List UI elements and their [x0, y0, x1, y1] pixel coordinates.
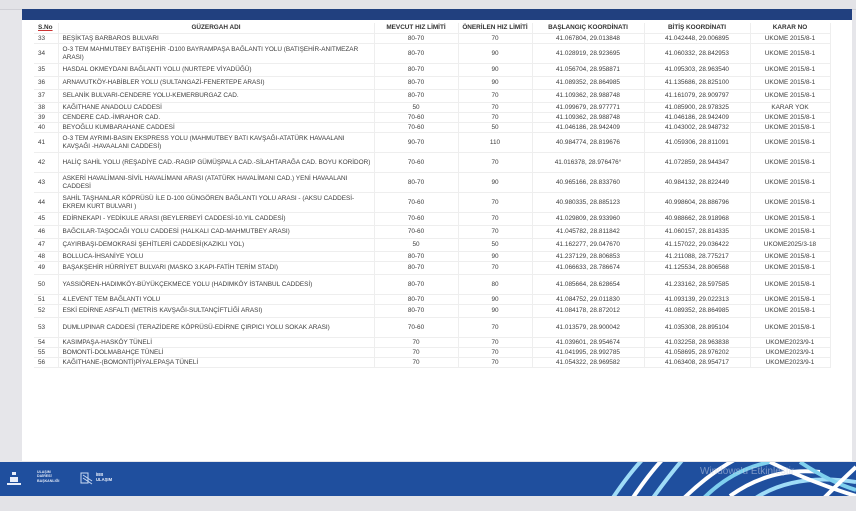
- logo2-line-2: ULAŞIM: [96, 477, 113, 482]
- route-name: HASDAL OKMEYDANI BAĞLANTI YOLU (NURTEPE VİYADÜĞÜ): [58, 64, 374, 77]
- header-band: [22, 9, 852, 20]
- route-name: BAĞCILAR-TAŞOCAĞI YOLU CADDESİ (HALKALI CAD-MAHMUTBEY ARASI): [58, 226, 374, 239]
- table-row: [34, 358, 830, 368]
- route-name: HALİÇ SAHİL YOLU (REŞADİYE CAD.-RAGIP GÜMÜŞPALA CAD.-SİLAHTARAĞA CAD. BOYU KORİDOR): [58, 153, 374, 173]
- row-number: 48: [34, 252, 58, 262]
- end-coordinate: 41.059306, 28.811091: [644, 133, 750, 153]
- current-limit: 80-70: [374, 90, 458, 103]
- proposed-limit: 90: [458, 77, 532, 90]
- route-name: DUMLUPINAR CADDESİ (TERAZİDERE KÖPRÜSÜ-EDİRNE ÇIRPICI YOLU SOKAK ARASI): [58, 318, 374, 338]
- table-row: [34, 103, 830, 113]
- proposed-limit: 70: [458, 262, 532, 275]
- table-row: [34, 153, 830, 173]
- table-row: [34, 34, 830, 44]
- proposed-limit: 90: [458, 252, 532, 262]
- decision-no: KARAR YOK: [750, 103, 830, 113]
- row-number: 36: [34, 77, 58, 90]
- table-row: [34, 239, 830, 252]
- current-limit: 70: [374, 338, 458, 348]
- table-row: [34, 113, 830, 123]
- decision-no: UKOME2025/3-18: [750, 239, 830, 252]
- current-limit: 80-70: [374, 64, 458, 77]
- ibb-emblem-icon: [6, 471, 22, 487]
- route-name: ÇAYIRBAŞI-DEMOKRASİ ŞEHİTLERİ CADDESİ(KAZIKLI YOL): [58, 239, 374, 252]
- end-coordinate: 41.161079, 28.909797: [644, 90, 750, 103]
- table-row: [34, 252, 830, 262]
- proposed-limit: 70: [458, 103, 532, 113]
- proposed-limit: 90: [458, 44, 532, 64]
- table-header-row: [34, 23, 830, 34]
- start-coordinate: 41.029809, 28.933960: [532, 213, 644, 226]
- row-number: 54: [34, 338, 58, 348]
- end-coordinate: 41.233162, 28.597585: [644, 275, 750, 295]
- end-coordinate: 41.043002, 28.948732: [644, 123, 750, 133]
- proposed-limit: 70: [458, 348, 532, 358]
- end-coordinate: 41.060157, 28.814335: [644, 226, 750, 239]
- end-coordinate: 41.211088, 28.775217: [644, 252, 750, 262]
- row-number: 52: [34, 305, 58, 318]
- decision-no: UKOME2023/9-1: [750, 338, 830, 348]
- table-row: [34, 213, 830, 226]
- activation-watermark: Windows'u Etkinleştir: [700, 466, 795, 477]
- route-name: ESKİ EDİRNE ASFALTI (METRİS KAVŞAĞI-SULTANÇİFTLİĞİ ARASI): [58, 305, 374, 318]
- current-limit: 70-60: [374, 123, 458, 133]
- table-row: [34, 44, 830, 64]
- current-limit: 50: [374, 239, 458, 252]
- proposed-limit: 70: [458, 90, 532, 103]
- start-coordinate: 41.046186, 28.942409: [532, 123, 644, 133]
- current-limit: 80-70: [374, 252, 458, 262]
- proposed-limit: 70: [458, 213, 532, 226]
- row-number: 50: [34, 275, 58, 295]
- start-coordinate: 41.067804, 29.013848: [532, 34, 644, 44]
- decision-no: UKOME2023/9-1: [750, 358, 830, 368]
- start-coordinate: 41.089352, 28.864985: [532, 77, 644, 90]
- ibb-ulasim-logo-text: [96, 472, 112, 482]
- header-route: GÜZERGAH ADI: [58, 23, 374, 34]
- row-number: 41: [34, 133, 58, 153]
- current-limit: 80-70: [374, 275, 458, 295]
- decision-no: UKOME 2015/8-1: [750, 77, 830, 90]
- row-number: 45: [34, 213, 58, 226]
- route-name: SELANİK BULVARI-CENDERE YOLU-KEMERBURGAZ CAD.: [58, 90, 374, 103]
- table-row: [34, 123, 830, 133]
- proposed-limit: 70: [458, 358, 532, 368]
- route-name: BOMONTİ-DOLMABAHÇE TÜNELİ: [58, 348, 374, 358]
- ibb-ulasim-logo-icon: [80, 471, 96, 485]
- row-number: 51: [34, 295, 58, 305]
- proposed-limit: 90: [458, 295, 532, 305]
- current-limit: 80-70: [374, 295, 458, 305]
- speed-limit-table: [34, 23, 831, 368]
- route-name: EDİRNEKAPI - YEDİKULE ARASI (BEYLERBEYİ CADDESİ-10.YIL CADDESİ): [58, 213, 374, 226]
- start-coordinate: 41.056704, 28.958871: [532, 64, 644, 77]
- row-number: 37: [34, 90, 58, 103]
- current-limit: 90-70: [374, 133, 458, 153]
- row-number: 46: [34, 226, 58, 239]
- row-number: 42: [34, 153, 58, 173]
- start-coordinate: 41.039601, 28.954674: [532, 338, 644, 348]
- end-coordinate: 41.058695, 28.976202: [644, 348, 750, 358]
- start-coordinate: 41.045782, 28.811842: [532, 226, 644, 239]
- proposed-limit: 70: [458, 34, 532, 44]
- end-coordinate: 41.095303, 28.963540: [644, 64, 750, 77]
- current-limit: 70-60: [374, 318, 458, 338]
- route-name: O-3 TEM AYRIMI-BASIN EKSPRESS YOLU (MAHMUTBEY BATI KAVŞAĞI-ATATÜRK HAVAALANI KAVŞAĞI -HAVAALANI CADDESİ): [58, 133, 374, 153]
- row-number: 39: [34, 113, 58, 123]
- table-row: [34, 77, 830, 90]
- proposed-limit: 90: [458, 305, 532, 318]
- decision-no: UKOME 2015/8-1: [750, 252, 830, 262]
- route-name: O-3 TEM MAHMUTBEY BATIŞEHİR -D100 BAYRAMPAŞA BAĞLANTI YOLU (BATIŞEHİR-ANITMEZAR ARASI): [58, 44, 374, 64]
- row-number: 34: [34, 44, 58, 64]
- table-row: [34, 64, 830, 77]
- decision-no: UKOME 2015/8-1: [750, 153, 830, 173]
- logo2-line-1: İBB: [96, 472, 104, 477]
- proposed-limit: 80: [458, 275, 532, 295]
- decision-no: UKOME 2015/8-1: [750, 44, 830, 64]
- end-coordinate: 40.998604, 28.886796: [644, 193, 750, 213]
- header-start-coordinate: BAŞLANGIÇ KOORDİNATI: [532, 23, 644, 34]
- table-row: [34, 173, 830, 193]
- current-limit: 80-70: [374, 77, 458, 90]
- end-coordinate: 41.035308, 28.895104: [644, 318, 750, 338]
- current-limit: 80-70: [374, 44, 458, 64]
- end-coordinate: 41.085900, 28.978325: [644, 103, 750, 113]
- start-coordinate: 41.028919, 28.923695: [532, 44, 644, 64]
- end-coordinate: 41.060332, 28.842953: [644, 44, 750, 64]
- end-coordinate: 41.072859, 28.944347: [644, 153, 750, 173]
- proposed-limit: 70: [458, 338, 532, 348]
- end-coordinate: 41.135686, 28.825100: [644, 77, 750, 90]
- decision-no: UKOME 2015/8-1: [750, 213, 830, 226]
- header-current-limit: MEVCUT HIZ LİMİTİ: [374, 23, 458, 34]
- end-coordinate: 41.093139, 29.022313: [644, 295, 750, 305]
- logo-line-3: BAŞKANLIĞI: [37, 478, 60, 483]
- decision-no: UKOME 2015/8-1: [750, 34, 830, 44]
- current-limit: 80-70: [374, 34, 458, 44]
- route-name: KAĞITHANE ANADOLU CADDESİ: [58, 103, 374, 113]
- table-row: [34, 193, 830, 213]
- row-number: 38: [34, 103, 58, 113]
- header-decision-no: KARAR NO: [750, 23, 830, 34]
- end-coordinate: 41.089352, 28.864985: [644, 305, 750, 318]
- route-name: ASKERİ HAVALİMANI-SİVİL HAVALİMANI ARASI (ATATÜRK HAVALİMANI CAD.) YENİ HAVAALANI CADDESİ: [58, 173, 374, 193]
- current-limit: 70: [374, 348, 458, 358]
- start-coordinate: 41.109362, 28.988748: [532, 90, 644, 103]
- decision-no: UKOME 2015/8-1: [750, 275, 830, 295]
- decision-no: UKOME 2015/8-1: [750, 193, 830, 213]
- end-coordinate: 41.063408, 28.954717: [644, 358, 750, 368]
- end-coordinate: 41.032258, 28.963838: [644, 338, 750, 348]
- proposed-limit: 70: [458, 153, 532, 173]
- proposed-limit: 110: [458, 133, 532, 153]
- end-coordinate: 41.125534, 28.806568: [644, 262, 750, 275]
- current-limit: 70-60: [374, 113, 458, 123]
- end-coordinate: 41.157022, 29.036422: [644, 239, 750, 252]
- proposed-limit: 70: [458, 113, 532, 123]
- end-coordinate: 40.984132, 28.822449: [644, 173, 750, 193]
- route-name: YASSIÖREN-HADIMKÖY-BÜYÜKÇEKMECE YOLU (HADIMKÖY İSTANBUL CADDESİ): [58, 275, 374, 295]
- table-row: [34, 295, 830, 305]
- decision-no: UKOME 2015/8-1: [750, 318, 830, 338]
- table-row: [34, 226, 830, 239]
- table-row: [34, 318, 830, 338]
- current-limit: 80-70: [374, 262, 458, 275]
- current-limit: 70-60: [374, 213, 458, 226]
- proposed-limit: 70: [458, 226, 532, 239]
- route-name: ARNAVUTKÖY-HABİBLER YOLU (SULTANGAZİ-FENERTEPE ARASI): [58, 77, 374, 90]
- start-coordinate: 41.016378, 28.976476°: [532, 153, 644, 173]
- current-limit: 70-60: [374, 153, 458, 173]
- header-end-coordinate: BİTİŞ KOORDİNATI: [644, 23, 750, 34]
- row-number: 35: [34, 64, 58, 77]
- route-name: 4.LEVENT TEM BAĞLANTI YOLU: [58, 295, 374, 305]
- start-coordinate: 41.041995, 28.992785: [532, 348, 644, 358]
- route-name: BEŞİKTAŞ BARBAROS BULVARI: [58, 34, 374, 44]
- decision-no: UKOME 2015/8-1: [750, 173, 830, 193]
- decision-no: UKOME 2015/8-1: [750, 295, 830, 305]
- header-sno: S.No: [34, 23, 58, 34]
- proposed-limit: 90: [458, 64, 532, 77]
- start-coordinate: 41.099679, 28.977771: [532, 103, 644, 113]
- decision-no: UKOME 2015/8-1: [750, 90, 830, 103]
- start-coordinate: 41.084752, 29.011830: [532, 295, 644, 305]
- start-coordinate: 41.066633, 28.786674: [532, 262, 644, 275]
- proposed-limit: 70: [458, 318, 532, 338]
- route-name: CENDERE CAD.-İMRAHOR CAD.: [58, 113, 374, 123]
- table-row: [34, 133, 830, 153]
- start-coordinate: 40.980335, 28.885123: [532, 193, 644, 213]
- proposed-limit: 70: [458, 193, 532, 213]
- table-row: [34, 262, 830, 275]
- logo-line-1: ULAŞIM: [37, 470, 51, 474]
- decision-no: UKOME 2015/8-1: [750, 133, 830, 153]
- route-name: BEYOĞLU KUMBARAHANE CADDESİ: [58, 123, 374, 133]
- row-number: 55: [34, 348, 58, 358]
- decision-no: UKOME 2015/8-1: [750, 226, 830, 239]
- start-coordinate: 41.054322, 28.969582: [532, 358, 644, 368]
- route-name: KAĞITHANE-(BOMONTİ)PİYALEPAŞA TÜNELİ: [58, 358, 374, 368]
- row-number: 49: [34, 262, 58, 275]
- proposed-limit: 50: [458, 123, 532, 133]
- start-coordinate: 41.013579, 28.900042: [532, 318, 644, 338]
- current-limit: 70-60: [374, 193, 458, 213]
- route-name: BAŞAKŞEHİR HÜRRİYET BULVARI (MASKO 3.KAPI-FATİH TERİM STADI): [58, 262, 374, 275]
- decision-no: UKOME 2015/8-1: [750, 64, 830, 77]
- start-coordinate: 40.984774, 28.819676: [532, 133, 644, 153]
- decision-no: UKOME 2015/8-1: [750, 305, 830, 318]
- start-coordinate: 41.085664, 28.628654: [532, 275, 644, 295]
- row-number: 43: [34, 173, 58, 193]
- start-coordinate: 41.162277, 29.047670: [532, 239, 644, 252]
- start-coordinate: 41.237129, 28.806853: [532, 252, 644, 262]
- header-proposed-limit: ÖNERİLEN HIZ LİMİTİ: [458, 23, 532, 34]
- decision-no: UKOME 2015/8-1: [750, 262, 830, 275]
- row-number: 44: [34, 193, 58, 213]
- current-limit: 70: [374, 358, 458, 368]
- row-number: 33: [34, 34, 58, 44]
- table-row: [34, 275, 830, 295]
- decision-no: UKOME2023/9-1: [750, 348, 830, 358]
- current-limit: 80-70: [374, 173, 458, 193]
- end-coordinate: 40.988662, 28.918968: [644, 213, 750, 226]
- row-number: 53: [34, 318, 58, 338]
- row-number: 40: [34, 123, 58, 133]
- route-name: BOLLUCA-İHSANİYE YOLU: [58, 252, 374, 262]
- proposed-limit: 90: [458, 173, 532, 193]
- decision-no: UKOME 2015/8-1: [750, 113, 830, 123]
- end-coordinate: 41.046186, 28.942409: [644, 113, 750, 123]
- start-coordinate: 41.084178, 28.872012: [532, 305, 644, 318]
- start-coordinate: 41.109362, 28.988748: [532, 113, 644, 123]
- transport-department-logo-text: [37, 470, 59, 483]
- route-name: KASIMPAŞA-HASKÖY TÜNELİ: [58, 338, 374, 348]
- decision-no: UKOME 2015/8-1: [750, 123, 830, 133]
- document-page: [22, 9, 852, 461]
- table-row: [34, 348, 830, 358]
- row-number: 56: [34, 358, 58, 368]
- current-limit: 50: [374, 103, 458, 113]
- table-row: [34, 338, 830, 348]
- proposed-limit: 50: [458, 239, 532, 252]
- current-limit: 80-70: [374, 305, 458, 318]
- end-coordinate: 41.042448, 29.006895: [644, 34, 750, 44]
- logo-line-2: DAİRESİ: [37, 474, 52, 479]
- table-row: [34, 90, 830, 103]
- table-row: [34, 305, 830, 318]
- viewer-bottom-bar: [0, 496, 856, 511]
- current-limit: 70-60: [374, 226, 458, 239]
- start-coordinate: 40.965166, 28.833760: [532, 173, 644, 193]
- row-number: 47: [34, 239, 58, 252]
- route-name: SAHİL TAŞHANLAR KÖPRÜSÜ İLE D-100 GÜNGÖREN BAĞLANTI YOLU ARASI - (AKSU CADDESİ-EKREM KURT BULVARI ): [58, 193, 374, 213]
